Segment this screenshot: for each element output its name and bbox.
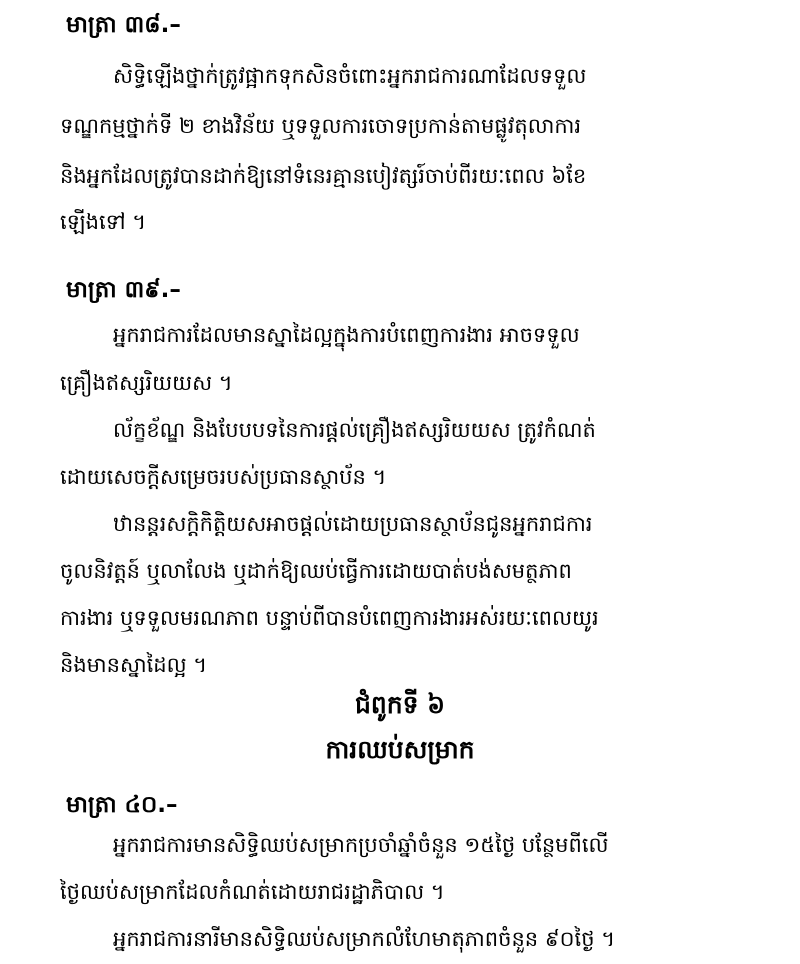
article-40-line-1: អ្នករាជការមានសិទ្ធិឈប់សម្រាកប្រចាំឆ្នាំចំនួន ១៥ថ្ងៃ បន្ថែមពីលើ [113,833,609,857]
article-38-line-1: សិទ្ធិឡើងថ្នាក់ត្រូវផ្អាកទុកសិនចំពោះអ្នករាជការណាដែលទទួល [113,64,587,88]
chapter-number: ជំពូកទី ៦ [355,690,445,719]
article-40-line-2: ថ្ងៃឈប់សម្រាកដែលកំណត់ដោយរាជរដ្ឋាភិបាល ។ [60,880,445,904]
article-39-line-3: ល័ក្ខខ័ណ្ឌ និងបែបបទនៃការផ្តល់គ្រឿងឥស្សរិយយស ត្រូវកំណត់ [113,418,596,442]
article-39-heading: មាត្រា ៣៩.– [66,277,181,303]
article-40-heading: មាត្រា ៤០.– [66,792,178,818]
chapter-title: ការឈប់សម្រាក [325,735,475,764]
article-39-line-2: គ្រឿងឥស្សរិយយស ។ [60,371,233,395]
article-38-line-3: និងអ្នកដែលត្រូវបានដាក់ឱ្យនៅទំនេរគ្មានបៀវត្សរ៍ចាប់ពីរយៈពេល ៦ខែ [60,164,587,188]
article-39-line-1: អ្នករាជការដែលមានស្នាដៃល្អក្នុងការបំពេញការងារ អាចទទួល [113,323,580,347]
article-39-line-5: ឋានន្តរសក្តិកិត្តិយសអាចផ្តល់ដោយប្រធានស្ថាប័នជូនអ្នករាជការ [113,512,593,536]
article-39-line-8: និងមានស្នាដៃល្អ ។ [60,653,208,677]
article-38-line-2: ទណ្ឌកម្មថ្នាក់ទី ២ ខាងវិន័យ ឬទទួលការចោទប្រកាន់តាមផ្លូវតុលាការ [60,114,582,138]
article-39-line-6: ចូលនិវត្តន៍ ឬលាលែង ឬដាក់ឱ្យឈប់ធ្វើការដោយបាត់បង់សមត្ថភាព [60,559,572,583]
article-40-line-3: អ្នករាជការនារីមានសិទ្ធិឈប់សម្រាកលំហែមាតុភាពចំនួន ៩០ថ្ងៃ ។ [113,927,616,951]
article-38-heading: មាត្រា ៣៨.– [66,12,181,38]
article-39-line-7: ការងារ ឬទទួលមរណភាព បន្ទាប់ពីបានបំពេញការងារអស់រយៈពេលយូរ [60,606,599,630]
article-38-line-4: ឡើងទៅ ។ [60,210,147,234]
article-39-line-4: ដោយសេចក្តីសម្រេចរបស់ប្រធានស្ថាប័ន ។ [60,465,387,489]
